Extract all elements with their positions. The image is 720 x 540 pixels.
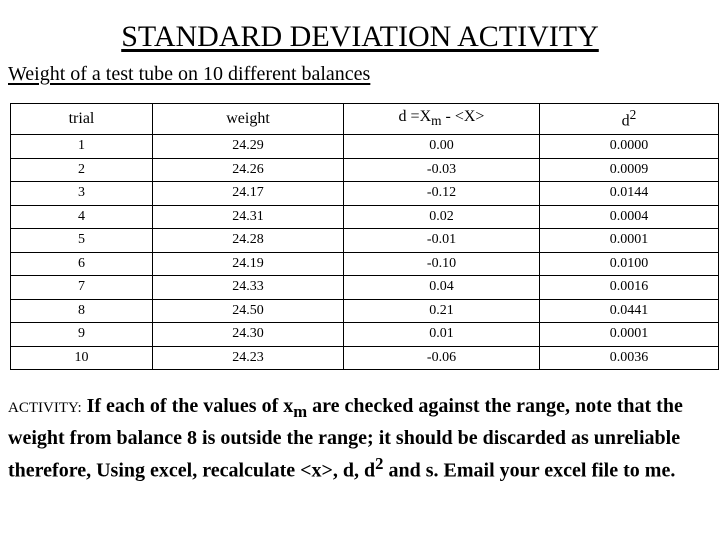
data-table [10, 103, 719, 370]
header-deviation: $d =X_m - <X>$ [344, 104, 540, 135]
cell-weight: 24.31 [153, 205, 344, 229]
header-trial: trial [11, 104, 153, 135]
cell-deviation-squared: 0.0100 [540, 252, 719, 276]
table-row [11, 299, 719, 323]
cell-weight: 24.30 [153, 323, 344, 347]
cell-trial: 7 [11, 276, 153, 300]
cell-deviation-squared: 0.0001 [540, 323, 719, 347]
cell-deviation-squared: 0.0009 [540, 158, 719, 182]
cell-deviation: 0.21 [344, 299, 540, 323]
cell-trial: 1 [11, 135, 153, 159]
table-row [11, 158, 719, 182]
cell-deviation-squared: 0.0000 [540, 135, 719, 159]
cell-deviation-squared: 0.0144 [540, 182, 719, 206]
cell-trial: 3 [11, 182, 153, 206]
subtitle: Weight of a test tube on 10 different balances [8, 63, 371, 85]
table-row [11, 252, 719, 276]
cell-weight: 24.50 [153, 299, 344, 323]
cell-weight: 24.23 [153, 346, 344, 370]
page-title: STANDARD DEVIATION ACTIVITY [121, 20, 599, 53]
header-weight: weight [153, 104, 344, 135]
cell-weight: 24.29 [153, 135, 344, 159]
cell-deviation: 0.00 [344, 135, 540, 159]
table-row [11, 182, 719, 206]
cell-trial: 10 [11, 346, 153, 370]
table-row [11, 205, 719, 229]
header-deviation-squared: $d^2$ [540, 104, 719, 135]
cell-deviation: -0.03 [344, 158, 540, 182]
cell-trial: 4 [11, 205, 153, 229]
table-header-row [11, 104, 719, 135]
cell-deviation-squared: 0.0004 [540, 205, 719, 229]
table-row [11, 135, 719, 159]
cell-deviation: -0.10 [344, 252, 540, 276]
cell-weight: 24.33 [153, 276, 344, 300]
cell-deviation: 0.01 [344, 323, 540, 347]
cell-deviation: -0.06 [344, 346, 540, 370]
cell-weight: 24.17 [153, 182, 344, 206]
cell-deviation-squared: 0.0441 [540, 299, 719, 323]
cell-deviation: 0.02 [344, 205, 540, 229]
table-row [11, 276, 719, 300]
cell-deviation-squared: 0.0016 [540, 276, 719, 300]
cell-deviation: 0.04 [344, 276, 540, 300]
cell-deviation: -0.01 [344, 229, 540, 253]
table-body [11, 135, 719, 370]
activity-lead: ACTIVITY: [8, 400, 82, 416]
cell-weight: 24.19 [153, 252, 344, 276]
cell-trial: 2 [11, 158, 153, 182]
activity-text: ACTIVITY: If each of the values of $x_m$ are checked against the range, note that the weight from balance 8 is outside the range; it should be discarded as unreliable therefore, Using excel, recalculate <x>, d, $d^2$ and s. Email your excel file to me. [8, 395, 683, 482]
table-row [11, 346, 719, 370]
cell-deviation-squared: 0.0001 [540, 229, 719, 253]
cell-deviation-squared: 0.0036 [540, 346, 719, 370]
cell-deviation: -0.12 [344, 182, 540, 206]
cell-trial: 8 [11, 299, 153, 323]
table-row [11, 323, 719, 347]
cell-trial: 5 [11, 229, 153, 253]
cell-weight: 24.28 [153, 229, 344, 253]
table-row [11, 229, 719, 253]
cell-trial: 9 [11, 323, 153, 347]
cell-weight: 24.26 [153, 158, 344, 182]
cell-trial: 6 [11, 252, 153, 276]
